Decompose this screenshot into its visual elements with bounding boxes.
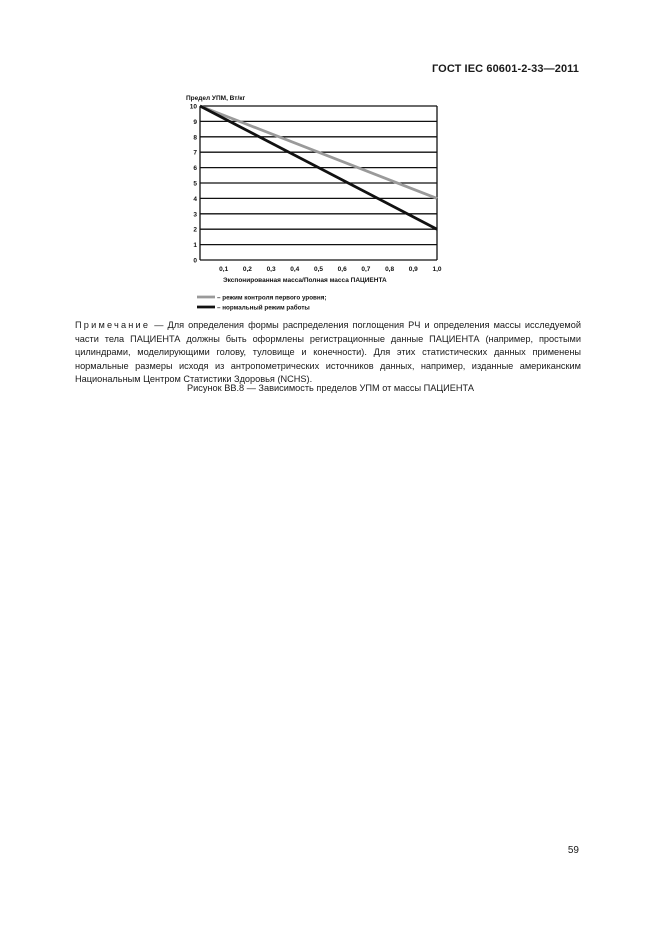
y-tick-label: 3	[193, 211, 197, 219]
y-tick-label: 7	[193, 149, 197, 157]
x-tick-label: 0,6	[337, 266, 347, 273]
sar-limit-chart	[180, 90, 460, 320]
legend-label-1: – режим контроля первого уровня;	[217, 294, 327, 302]
y-tick-label: 0	[193, 257, 197, 265]
x-tick-label: 0,2	[242, 266, 252, 273]
y-tick-label: 2	[193, 226, 197, 234]
y-axis-label: Предел УПМ, Вт/кг	[186, 95, 246, 102]
y-tick-label: 4	[193, 195, 197, 203]
y-tick-label: 9	[193, 118, 197, 126]
legend-label-2: – нормальный режим работы	[217, 304, 310, 312]
standard-header: ГОСТ IEC 60601-2-33—2011	[431, 63, 579, 75]
x-tick-label: 0,4	[290, 266, 300, 273]
y-tick-label: 1	[193, 242, 197, 250]
note-lead: Примечание	[75, 320, 151, 330]
x-tick-label: 0,3	[266, 266, 276, 273]
page-number: 59	[567, 845, 579, 856]
x-tick-label: 1,0	[432, 266, 442, 273]
x-tick-label: 0,7	[361, 266, 371, 273]
y-tick-label: 10	[189, 103, 197, 111]
x-tick-label: 0,9	[408, 266, 418, 273]
y-tick-label: 5	[193, 180, 197, 188]
x-tick-label: 0,5	[313, 266, 324, 273]
y-tick-label: 6	[193, 165, 197, 173]
x-tick-label: 0,1	[219, 266, 229, 273]
figure-note	[75, 319, 581, 387]
figure-caption: Рисунок ВВ.8 — Зависимость пределов УПМ от массы ПАЦИЕНТА	[187, 383, 474, 393]
y-tick-label: 8	[193, 134, 197, 142]
chart-svg	[180, 90, 460, 320]
note-text: — Для определения формы распределения поглощения РЧ и определения массы исследуемой части тела ПАЦИЕНТА должны быть оформлены регистрационные данные ПАЦИЕНТА (например, простыми цилиндрами, моделирующими голову, туловище и конечности). Для этих статистических данных применены нормальные размеры исходя из антропометрических источников данных, например, изданные американским Национальным Центром Статистики Здоровья (NCHS).	[75, 320, 581, 385]
x-axis-label: Экспонированная масса/Полная масса ПАЦИЕНТА	[223, 277, 387, 284]
x-tick-label: 0,8	[385, 266, 395, 273]
